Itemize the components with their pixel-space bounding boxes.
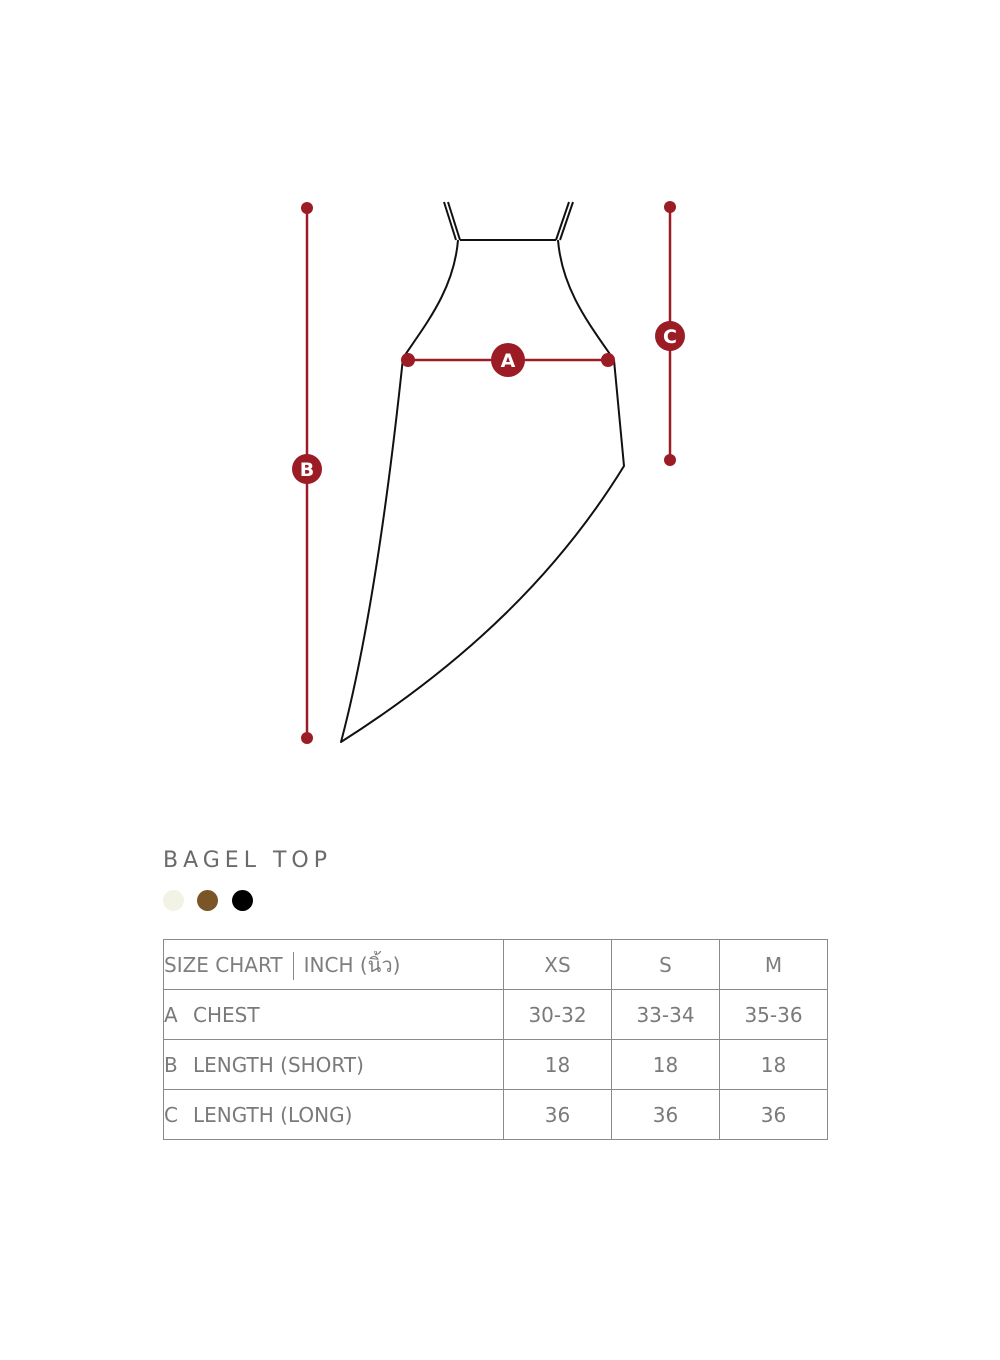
table-cell: 33-34 <box>612 990 720 1040</box>
swatch-black[interactable] <box>232 890 253 911</box>
garment-body <box>341 240 624 742</box>
size-header-xs: XS <box>504 940 612 990</box>
measurement-b <box>292 202 322 744</box>
size-chart-unit: INCH (นิ้ว) <box>303 952 401 977</box>
row-letter: A <box>164 1002 178 1027</box>
swatch-brown[interactable] <box>197 890 218 911</box>
measurement-c-label: C <box>663 326 677 348</box>
row-letter: B <box>164 1052 178 1077</box>
row-name: CHEST <box>193 1002 260 1027</box>
row-letter: C <box>164 1102 178 1127</box>
product-title: BAGEL TOP <box>163 848 332 873</box>
measurement-c-bottom-dot <box>664 454 676 466</box>
size-chart-title: SIZE CHART <box>164 952 283 977</box>
measurement-b-top-dot <box>301 202 313 214</box>
table-cell: 18 <box>720 1040 828 1090</box>
table-cell: 18 <box>612 1040 720 1090</box>
table-cell: 36 <box>612 1090 720 1140</box>
table-row <box>164 990 828 1040</box>
measurement-a <box>401 343 615 377</box>
right-strap <box>556 202 573 240</box>
size-header-s: S <box>612 940 720 990</box>
garment-outline <box>341 202 624 742</box>
measurement-c <box>655 201 685 466</box>
row-label-length-long <box>164 1090 504 1140</box>
table-cell: 36 <box>504 1090 612 1140</box>
measurement-a-label: A <box>500 350 516 372</box>
table-cell: 36 <box>720 1090 828 1140</box>
row-label-chest <box>164 990 504 1040</box>
measurement-a-left-dot <box>401 353 415 367</box>
measurement-c-top-dot <box>664 201 676 213</box>
swatch-cream[interactable] <box>163 890 184 911</box>
size-chart-header-row <box>164 940 828 990</box>
row-name: LENGTH (LONG) <box>193 1102 353 1127</box>
size-header-m: M <box>720 940 828 990</box>
row-label-length-short <box>164 1040 504 1090</box>
measurement-a-right-dot <box>601 353 615 367</box>
size-chart-header <box>164 940 504 990</box>
header-divider <box>293 952 294 980</box>
table-row <box>164 1090 828 1140</box>
table-cell: 35-36 <box>720 990 828 1040</box>
table-cell: 30-32 <box>504 990 612 1040</box>
size-chart-table <box>163 939 828 1140</box>
measurement-b-label: B <box>299 459 315 481</box>
table-row <box>164 1040 828 1090</box>
left-strap <box>444 202 460 240</box>
table-cell: 18 <box>504 1040 612 1090</box>
row-name: LENGTH (SHORT) <box>193 1052 364 1077</box>
measurement-b-bottom-dot <box>301 732 313 744</box>
